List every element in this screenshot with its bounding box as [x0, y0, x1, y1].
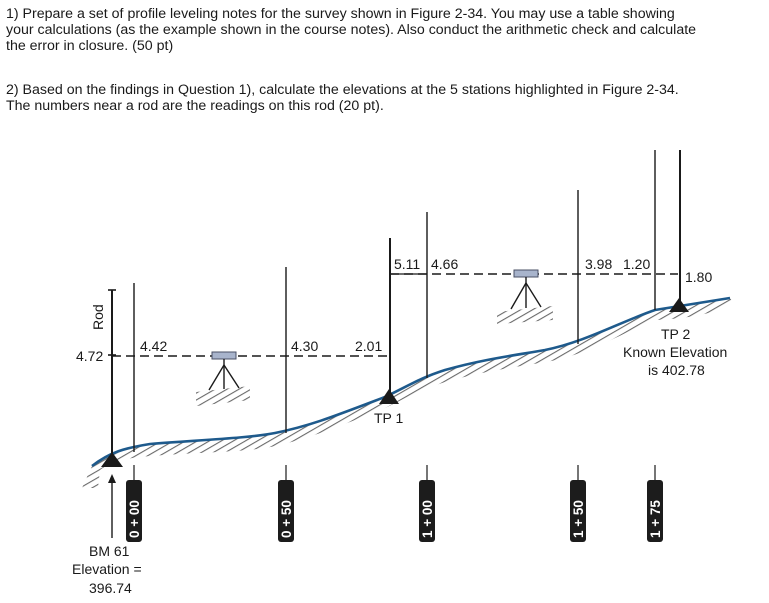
level-instrument-2 [511, 270, 541, 309]
station-label: 1 + 75 [648, 500, 663, 538]
station-label: 1 + 50 [571, 500, 586, 538]
station-marker-1-00 [419, 465, 435, 542]
reading-label: 2.01 [355, 338, 383, 354]
question-1-line: 1) Prepare a set of profile leveling notes for the survey shown in Figure 2-34. You may use a table showing [6, 6, 675, 22]
tp1-label: TP 1 [374, 410, 404, 426]
station-marker-0-00 [126, 465, 142, 542]
question-1-line: the error in closure. (50 pt) [6, 38, 174, 54]
station-label: 0 + 00 [127, 500, 142, 538]
level-instrument-1 [209, 352, 239, 390]
tp2-known-elevation: Known Elevation [623, 344, 728, 360]
reading-label: 4.42 [140, 338, 168, 354]
tripod-ground-1 [196, 386, 250, 406]
benchmark-elevation-value: 396.74 [89, 580, 132, 596]
question-2-line: 2) Based on the findings in Question 1), calculate the elevations at the 5 stations highlighted in Figure 2-34. [6, 82, 679, 98]
station-label: 0 + 50 [279, 500, 294, 538]
level-telescope-icon [212, 352, 236, 359]
tp2-label: TP 2 [661, 326, 691, 342]
question-1-line: your calculations (as the example shown in the course notes). Also conduct the arithmetic check and calculate [6, 22, 697, 38]
benchmark-elevation-label: Elevation = [72, 561, 142, 577]
question-2-line: The numbers near a rod are the readings on this rod (20 pt). [6, 98, 384, 114]
reading-label: 5.11 [394, 256, 421, 272]
tp2-known-elevation-value: is 402.78 [648, 362, 705, 378]
station-label: 1 + 00 [420, 500, 435, 538]
level-telescope-icon [514, 270, 538, 277]
reading-label: 4.30 [291, 338, 319, 354]
station-marker-1-50 [570, 465, 586, 542]
arrow-up-icon [108, 474, 116, 483]
benchmark-name: BM 61 [89, 543, 130, 559]
tripod-ground-2 [497, 306, 553, 324]
ground-hatch [82, 298, 733, 488]
station-marker-0-50 [278, 465, 294, 542]
reading-label: 1.80 [685, 269, 713, 285]
reading-label: 4.66 [431, 256, 459, 272]
rod-axis-label: Rod [90, 304, 106, 330]
reading-label: 1.20 [623, 256, 651, 272]
rod-reading-left: 4.72 [76, 348, 104, 364]
station-marker-1-75 [647, 465, 663, 542]
reading-label: 3.98 [585, 256, 613, 272]
